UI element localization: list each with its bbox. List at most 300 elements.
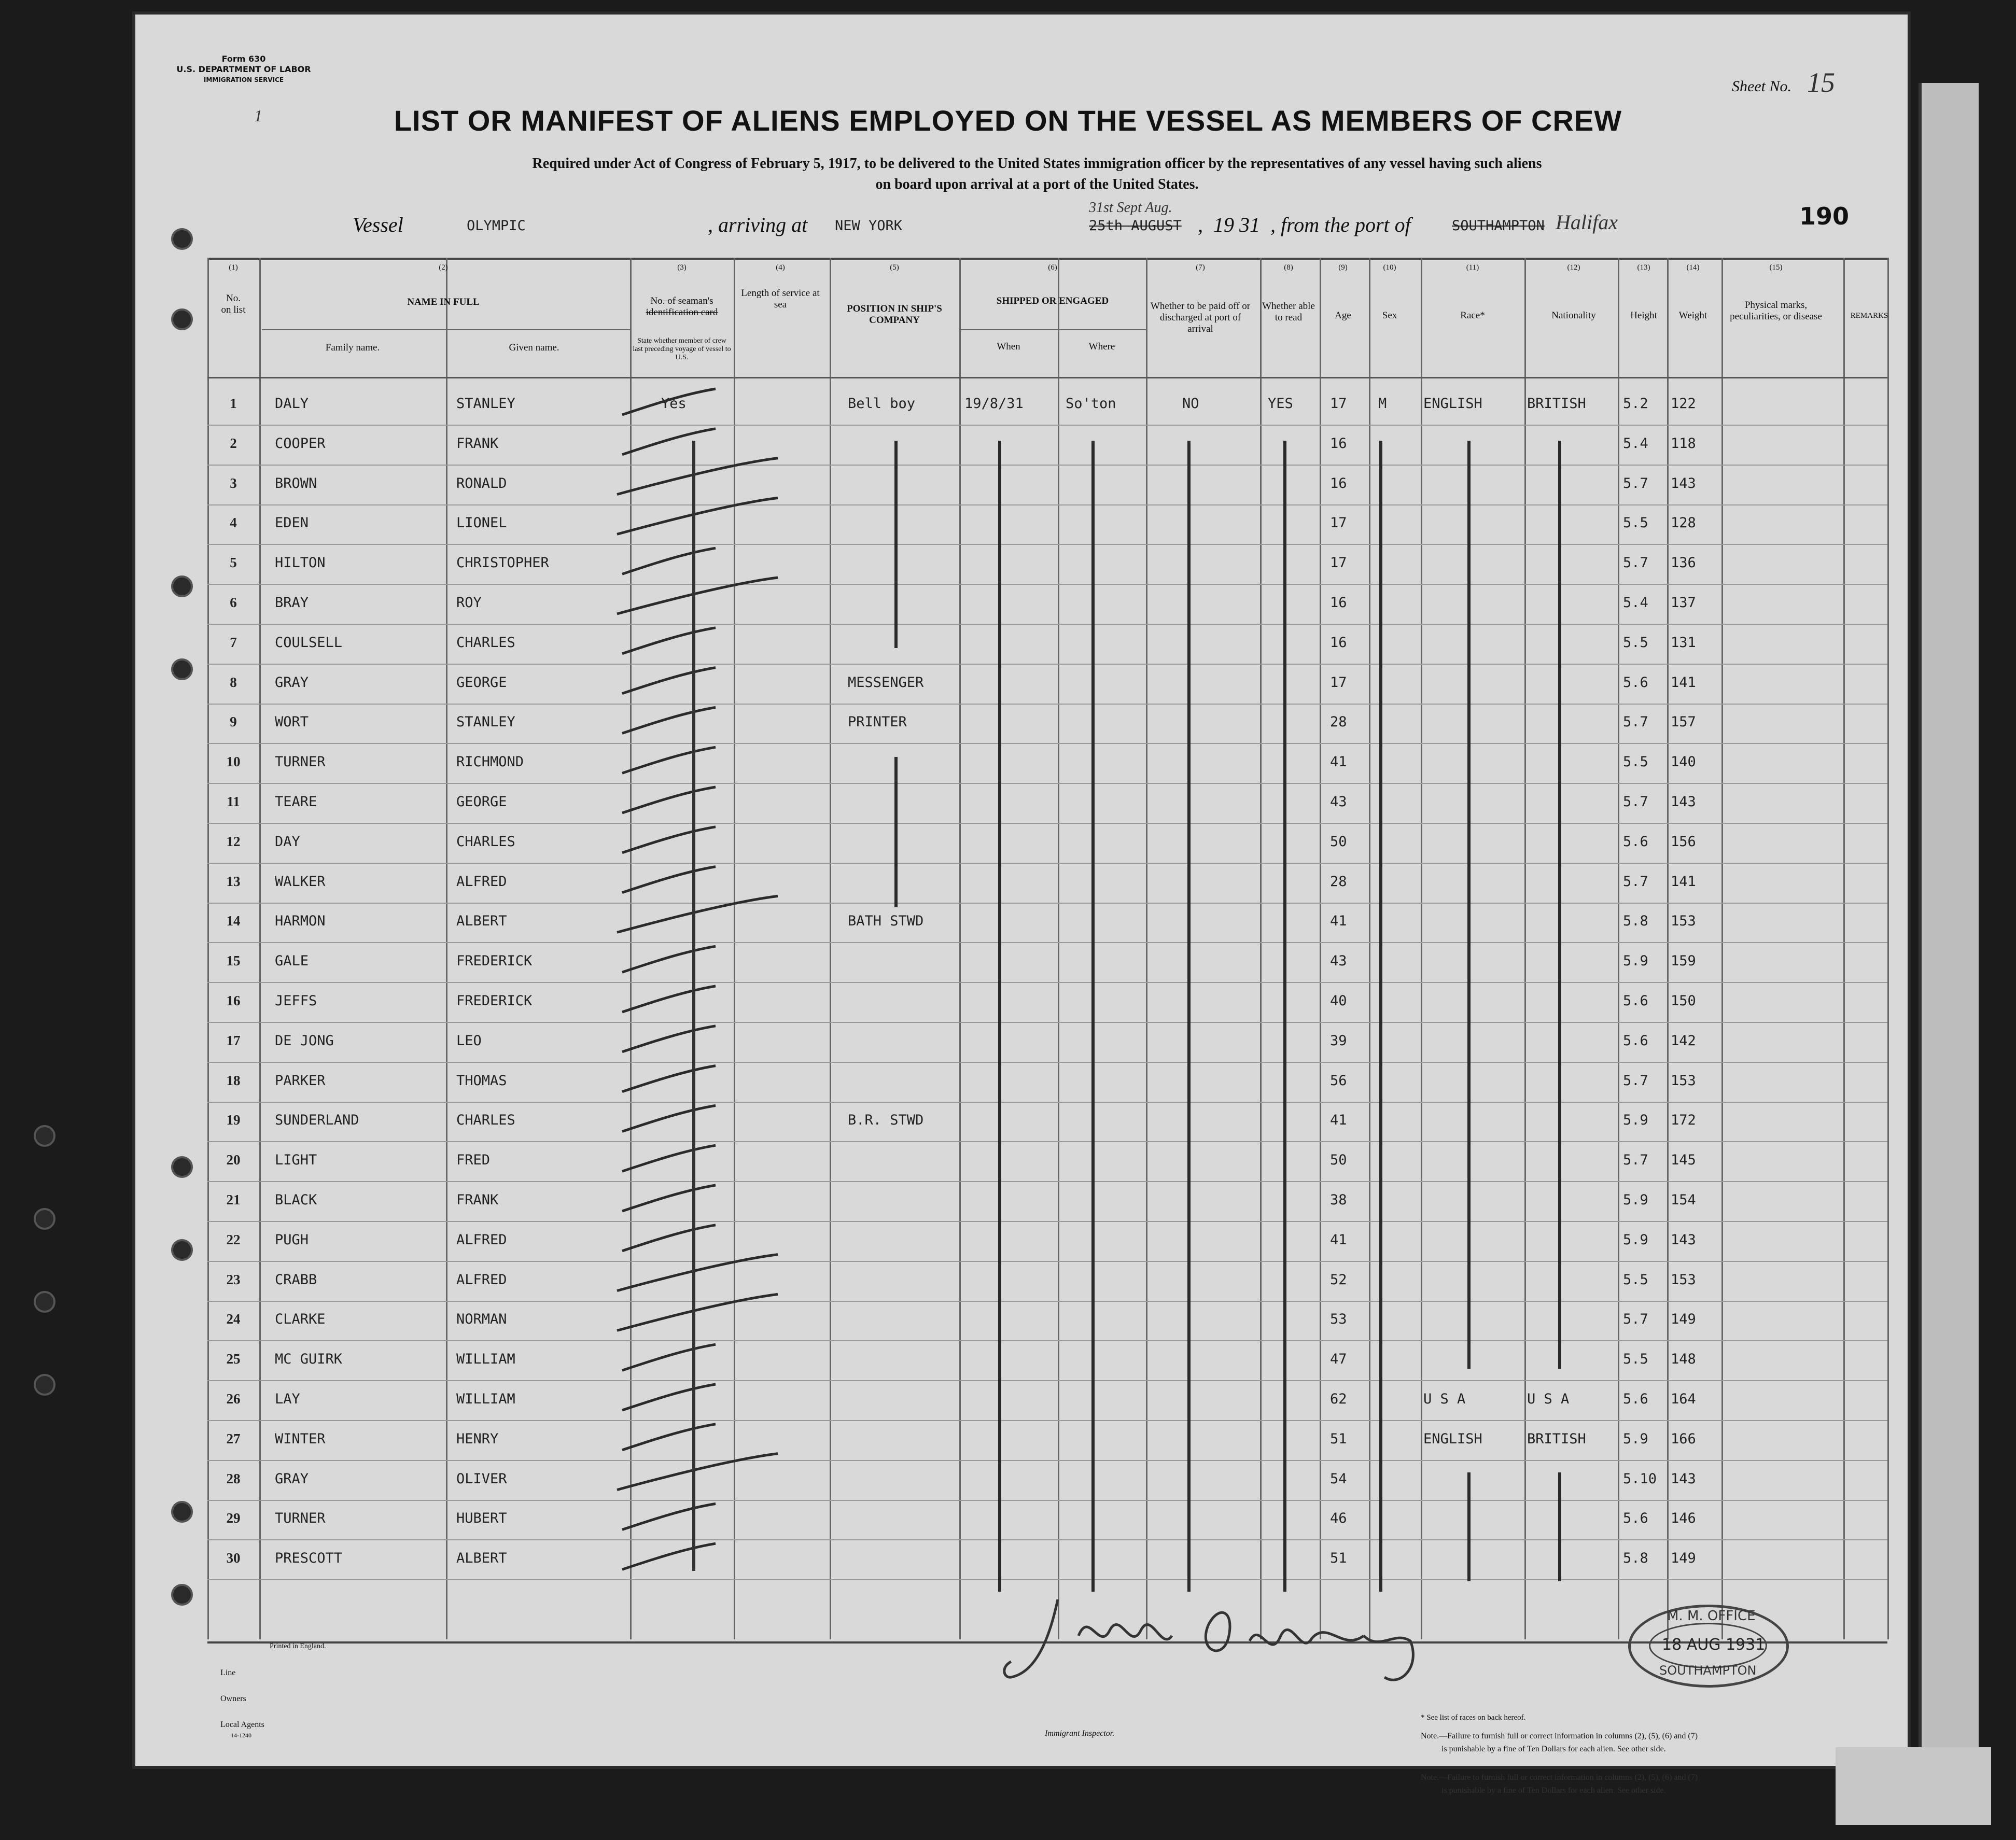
height: 5.8 [1623,913,1648,930]
row-number: 4 [230,515,237,531]
height: 5.5 [1623,1351,1648,1368]
subtitle-line-2: on board upon arrival at a port of the United States. [875,176,1199,192]
column-number: (6) [1048,263,1057,272]
check-mark [617,458,778,495]
col-race: Race* [1460,310,1485,321]
weight: 142 [1671,1032,1696,1049]
given-name: CHARLES [456,1112,515,1129]
given-name: ALFRED [456,1271,507,1288]
row-number: 15 [226,953,241,969]
age: 54 [1330,1470,1347,1487]
column-number: (13) [1637,263,1650,272]
height: 5.9 [1623,1112,1648,1129]
family-name: DE JONG [275,1032,334,1049]
age: 17 [1330,674,1347,691]
row-number: 13 [226,873,241,889]
family-name: BLACK [275,1192,317,1208]
document-title: LIST OR MANIFEST OF ALIENS EMPLOYED ON THE VESSEL AS MEMBERS OF CREW [394,104,1622,137]
age: 16 [1330,595,1347,611]
height: 5.4 [1623,435,1648,452]
weight: 128 [1671,515,1696,531]
row-number: 26 [226,1391,241,1407]
vessel-name: OLYMPIC [467,218,526,234]
ditto-line-sex [1379,441,1382,1592]
given-name: NORMAN [456,1311,507,1328]
given-name: CHRISTOPHER [456,555,549,571]
age: 41 [1330,1112,1347,1129]
check-mark [622,1504,716,1529]
family-name: TURNER [275,1510,326,1527]
row-number: 27 [226,1430,241,1446]
fine-note-line-2-lower: is punishable by a fine of Ten Dollars for each alien. See other side. [1441,1786,1666,1795]
given-name: WILLIAM [456,1391,515,1407]
weight: 141 [1671,674,1696,691]
column-number: (9) [1338,263,1348,272]
given-name: FREDERICK [456,993,533,1009]
weight: 141 [1671,873,1696,890]
family-name: TURNER [275,754,326,770]
race: ENGLISH [1423,396,1482,412]
given-name: RICHMOND [456,754,524,770]
given-name: THOMAS [456,1072,507,1089]
check-mark [622,707,716,733]
check-mark [617,1294,778,1330]
family-name: LAY [275,1391,300,1407]
shipped-when: 19/8/31 [964,396,1024,412]
family-name: WINTER [275,1430,326,1447]
row-number: 12 [226,833,241,849]
given-name: CHARLES [456,833,515,850]
age: 50 [1330,1152,1347,1169]
ditto-line-paid [1187,441,1191,1592]
weight: 146 [1671,1510,1696,1527]
height: 5.6 [1623,1391,1648,1407]
row-number: 5 [230,555,237,571]
row-number: 17 [226,1032,241,1048]
family-name: PARKER [275,1072,326,1089]
check-mark [622,389,716,415]
arrival-date-struck: 25th AUGUST [1089,218,1182,234]
sheet-no-value: 15 [1807,67,1835,98]
ditto-line-card [692,441,695,1571]
column-number: (7) [1196,263,1205,272]
column-number: (4) [776,263,785,272]
age: 39 [1330,1032,1347,1049]
form-mark: 1 [254,106,262,125]
given-name: ALFRED [456,873,507,890]
check-mark [622,1185,716,1211]
position: PRINTER [848,714,907,731]
weight: 148 [1671,1351,1696,1368]
given-name: RONALD [456,475,507,491]
col-when: When [997,341,1020,352]
check-mark [617,1454,778,1490]
card-status: Yes [661,396,687,412]
col-seamans-card: No. of seaman's identification card [646,296,718,318]
check-mark [622,1066,716,1092]
age: 56 [1330,1072,1347,1089]
family-name: COOPER [275,435,326,452]
family-name: WALKER [275,873,326,890]
departure-port-struck: SOUTHAMPTON [1452,218,1545,234]
given-name: LEO [456,1032,482,1049]
age: 53 [1330,1311,1347,1328]
row-number: 19 [226,1112,241,1128]
column-number: (1) [229,263,238,272]
page-number: 190 [1799,202,1850,230]
row-number: 6 [230,595,237,610]
height: 5.7 [1623,714,1648,731]
position: MESSENGER [848,674,924,691]
given-name: HUBERT [456,1510,507,1527]
age: 41 [1330,1231,1347,1248]
nationality: BRITISH [1527,396,1586,412]
check-mark [622,986,716,1012]
row-number: 9 [230,714,237,730]
col-position: POSITION IN SHIP'S COMPANY [847,303,942,326]
height: 5.6 [1623,674,1648,691]
age: 28 [1330,714,1347,731]
col-sex: Sex [1382,310,1397,321]
weight: 154 [1671,1192,1696,1208]
weight: 153 [1671,1072,1696,1089]
stamp-top-text: M. M. OFFICE [1667,1608,1756,1624]
height: 5.9 [1623,1430,1648,1447]
ditto-line-where [1091,441,1095,1592]
ditto-line-read [1283,441,1286,1592]
ditto-line-position [894,441,898,648]
given-name: ALFRED [456,1231,507,1248]
col-age: Age [1335,310,1351,321]
department: U.S. DEPARTMENT OF LABOR [176,64,311,74]
weight: 122 [1671,396,1696,412]
age: 51 [1330,1430,1347,1447]
height: 5.9 [1623,1192,1648,1208]
sheet-no-label: Sheet No. [1732,78,1791,95]
height: 5.8 [1623,1550,1648,1567]
height: 5.6 [1623,993,1648,1009]
given-name: LIONEL [456,515,507,531]
given-name: FRANK [456,435,499,452]
height: 5.5 [1623,515,1648,531]
weight: 149 [1671,1550,1696,1567]
age: 41 [1330,754,1347,770]
date-comma: , [1198,213,1203,236]
given-name: ALBERT [456,913,507,930]
service: IMMIGRATION SERVICE [203,76,284,83]
height: 5.5 [1623,754,1648,770]
given-name: HENRY [456,1430,499,1447]
check-mark [622,946,716,972]
sex: M [1378,396,1387,412]
family-name: HARMON [275,913,326,930]
height: 5.2 [1623,396,1648,412]
check-mark [622,429,716,455]
row-number: 22 [226,1231,241,1247]
subtitle-line-1: Required under Act of Congress of February 5, 1917, to be delivered to the United States immigration officer by the representatives of any vessel having such aliens [532,156,1542,172]
given-name: FRANK [456,1192,499,1208]
age: 41 [1330,913,1347,930]
age: 47 [1330,1351,1347,1368]
age: 43 [1330,794,1347,810]
age: 51 [1330,1550,1347,1567]
check-mark [617,578,778,614]
weight: 145 [1671,1152,1696,1169]
fine-note-line-1: Note.—Failure to furnish full or correct information in columns (2), (5), (6) and (7) [1421,1732,1698,1740]
col-nationality: Nationality [1551,310,1596,321]
family-name: GALE [275,953,309,970]
age: 16 [1330,435,1347,452]
weight: 164 [1671,1391,1696,1407]
row-number: 21 [226,1192,241,1207]
check-mark [622,1026,716,1052]
position: Bell boy [848,396,916,412]
given-name: OLIVER [456,1470,507,1487]
race: U S A [1423,1391,1466,1407]
column-number: (14) [1686,263,1700,272]
family-name: MC GUIRK [275,1351,343,1368]
printed-in: Printed in England. [270,1642,326,1650]
row-number: 1 [230,396,237,411]
check-mark [622,1543,716,1569]
column-number: (12) [1567,263,1580,272]
weight: 153 [1671,913,1696,930]
column-number: (10) [1383,263,1396,272]
nationality: U S A [1527,1391,1570,1407]
family-name: CRABB [275,1271,317,1288]
col-shipped: SHIPPED OR ENGAGED [996,296,1109,306]
family-name: GRAY [275,674,309,691]
check-mark [622,1384,716,1410]
check-mark [622,787,716,813]
age: 16 [1330,475,1347,491]
height: 5.7 [1623,873,1648,890]
column-number: (8) [1284,263,1293,272]
col-seamans-note: State whether member of crew last preceding voyage of vessel to U.S. [633,337,731,361]
ditto-line-race [1467,1472,1471,1581]
departure-port-handwritten: Halifax [1556,210,1618,234]
family-name: DAY [275,833,300,850]
row-number: 29 [226,1510,241,1526]
check-mark [622,548,716,574]
column-number: (5) [890,263,899,272]
row-number: 8 [230,674,237,690]
form-number: Form 630 [221,54,266,64]
age: 62 [1330,1391,1347,1407]
column-number: (2) [439,263,448,272]
family-name: PUGH [275,1231,309,1248]
check-mark [622,747,716,773]
row-number: 3 [230,475,237,491]
height: 5.5 [1623,1271,1648,1288]
mm-office-stamp [1628,1605,1789,1688]
column-number: (15) [1769,263,1783,272]
age: 43 [1330,953,1347,970]
race: ENGLISH [1423,1430,1482,1447]
height: 5.9 [1623,953,1648,970]
height: 5.7 [1623,1072,1648,1089]
shipped-where: So'ton [1066,396,1116,412]
row-number: 20 [226,1152,241,1168]
races-note: * See list of races on back hereof. [1421,1713,1526,1722]
row-number: 11 [227,794,240,809]
check-mark [617,896,778,932]
col-where: Where [1088,341,1115,352]
ditto-line-nationality [1558,1472,1561,1581]
vessel-label: Vessel [353,213,403,236]
height: 5.7 [1623,1152,1648,1169]
given-name: ALBERT [456,1550,507,1567]
row-number: 24 [226,1311,241,1327]
ditto-line-position [894,757,898,907]
check-mark [622,1225,716,1251]
stamp-bottom-text: SOUTHAMPTON [1659,1663,1757,1678]
col-family-name: Family name. [325,342,380,353]
footer-owners-label: Owners [220,1694,246,1703]
family-name: SUNDERLAND [275,1112,359,1129]
row-number: 14 [226,913,241,929]
row-number: 18 [226,1072,241,1088]
given-name: STANLEY [456,396,515,412]
age: 17 [1330,515,1347,531]
height: 5.7 [1623,555,1648,571]
family-name: BRAY [275,595,309,611]
immigrant-inspector-label: Immigrant Inspector. [1045,1729,1115,1738]
col-remarks: REMARKS [1850,312,1888,320]
given-name: ROY [456,595,482,611]
weight: 137 [1671,595,1696,611]
check-mark [617,1255,778,1291]
age: 17 [1330,396,1347,412]
height: 5.6 [1623,833,1648,850]
age: 50 [1330,833,1347,850]
family-name: TEARE [275,794,317,810]
family-name: LIGHT [275,1152,317,1169]
family-name: GRAY [275,1470,309,1487]
weight: 143 [1671,1231,1696,1248]
height: 5.7 [1623,475,1648,491]
arriving-label: , arriving at [708,213,808,236]
age: 40 [1330,993,1347,1009]
column-number: (11) [1466,263,1479,272]
col-paid-off: Whether to be paid off or discharged at port of arrival [1150,301,1251,334]
given-name: GEORGE [456,794,507,810]
height: 5.6 [1623,1032,1648,1049]
height: 5.9 [1623,1231,1648,1248]
height: 5.7 [1623,1311,1648,1328]
col-no-on-list: No. on list [221,293,246,315]
arrival-year: 19 31 [1213,213,1260,236]
weight: 136 [1671,555,1696,571]
given-name: FRED [456,1152,491,1169]
age: 28 [1330,873,1347,890]
check-mark [617,498,778,534]
fine-note-line-2: is punishable by a fine of Ten Dollars for each alien. See other side. [1441,1745,1666,1753]
age: 46 [1330,1510,1347,1527]
check-mark [622,867,716,893]
weight: 172 [1671,1112,1696,1129]
check-mark [622,1145,716,1171]
row-number: 10 [226,754,241,770]
height: 5.6 [1623,1510,1648,1527]
col-length-service: Length of service at sea [741,288,820,310]
weight: 150 [1671,993,1696,1009]
from-port-label: , from the port of [1270,213,1411,236]
row-number: 28 [226,1470,241,1486]
age: 17 [1330,555,1347,571]
footer-form-code: 14-1240 [231,1732,251,1739]
family-name: COULSELL [275,634,343,651]
given-name: FREDERICK [456,953,533,970]
row-number: 16 [226,993,241,1008]
family-name: PRESCOTT [275,1550,343,1567]
fine-note-line-1-lower: Note.—Failure to furnish full or correct information in columns (2), (5), (6) and (7) [1421,1773,1698,1782]
family-name: JEFFS [275,993,317,1009]
given-name: CHARLES [456,634,515,651]
weight: 156 [1671,833,1696,850]
col-weight: Weight [1678,310,1707,321]
row-number: 30 [226,1550,241,1566]
age: 16 [1330,634,1347,651]
col-height: Height [1630,310,1657,321]
check-mark [622,1424,716,1450]
check-mark [622,1344,716,1370]
given-name: WILLIAM [456,1351,515,1368]
able-to-read: YES [1268,396,1293,412]
given-name: GEORGE [456,674,507,691]
footer-line-label: Line [220,1668,236,1677]
row-number: 25 [226,1351,241,1367]
height: 5.7 [1623,794,1648,810]
ditto-line-when [998,441,1001,1592]
family-name: CLARKE [275,1311,326,1328]
ditto-line-race [1467,441,1471,1369]
weight: 153 [1671,1271,1696,1288]
nationality: BRITISH [1527,1430,1586,1447]
check-mark [622,628,716,654]
row-number: 2 [230,435,237,451]
check-mark [622,668,716,694]
weight: 157 [1671,714,1696,731]
ditto-line-nationality [1558,441,1561,1369]
family-name: WORT [275,714,309,731]
given-name: STANLEY [456,714,515,731]
weight: 140 [1671,754,1696,770]
family-name: DALY [275,396,309,412]
weight: 143 [1671,475,1696,491]
inspector-signature [1001,1589,1467,1703]
row-number: 23 [226,1271,241,1287]
height: 5.5 [1623,634,1648,651]
row-number: 7 [230,634,237,650]
weight: 166 [1671,1430,1696,1447]
family-name: EDEN [275,515,309,531]
col-able-read: Whether able to read [1262,301,1315,323]
stamp-date: 18 AUG 1931 [1662,1636,1766,1654]
footer-local-agents-label: Local Agents [220,1720,264,1729]
col-name-in-full: NAME IN FULL [407,297,480,307]
col-physical: Physical marks, peculiarities, or disease [1730,300,1822,322]
check-mark [622,827,716,853]
family-name: BROWN [275,475,317,491]
family-name: HILTON [275,555,326,571]
weight: 131 [1671,634,1696,651]
paid-off: NO [1182,396,1199,412]
height: 5.10 [1623,1470,1657,1487]
position: BATH STWD [848,913,924,930]
arriving-port: NEW YORK [835,218,903,234]
weight: 159 [1671,953,1696,970]
